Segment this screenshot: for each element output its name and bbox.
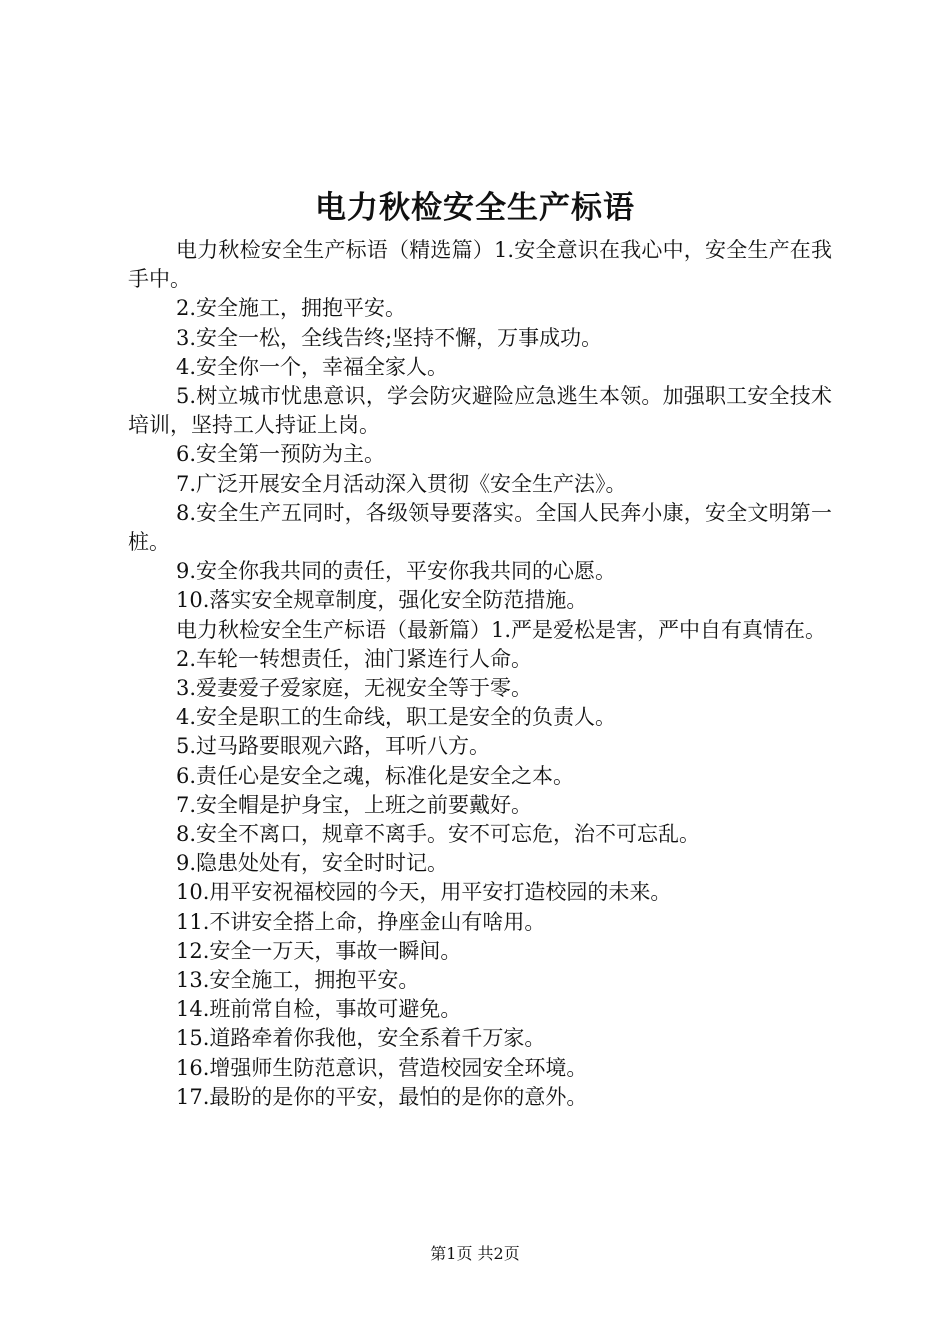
paragraph: 10.落实安全规章制度，强化安全防范措施。: [176, 588, 588, 613]
paragraph: 8.安全生产五同时，各级领导要落实。全国人民奔小康，安全文明第一桩。: [128, 500, 832, 555]
paragraph: 4.安全你一个，幸福全家人。: [176, 354, 449, 379]
paragraph: 13.安全施工，拥抱平安。: [176, 968, 420, 993]
paragraph: 3.爱妻爱子爱家庭，无视安全等于零。: [176, 676, 533, 701]
paragraph: 14.班前常自检，事故可避免。: [176, 997, 462, 1022]
paragraph: 7.广泛开展安全月活动深入贯彻《安全生产法》。: [176, 471, 627, 496]
paragraph: 4.安全是职工的生命线，职工是安全的负责人。: [176, 705, 617, 730]
paragraph: 7.安全帽是护身宝，上班之前要戴好。: [176, 792, 533, 817]
document-title: 电力秋检安全生产标语: [315, 190, 635, 226]
paragraph: 9.隐患处处有，安全时时记。: [176, 851, 449, 876]
paragraph: 5.过马路要眼观六路，耳听八方。: [176, 734, 491, 759]
paragraph: 5.树立城市忧患意识，学会防灾避险应急逃生本领。加强职工安全技术培训，坚持工人持证上岗。: [128, 384, 832, 438]
paragraph: 6.责任心是安全之魂，标准化是安全之本。: [176, 763, 575, 788]
paragraph: 10.用平安祝福校园的今天，用平安打造校园的未来。: [176, 880, 672, 905]
paragraph: 电力秋检安全生产标语（最新篇）1.严是爱松是害，严中自有真情在。: [176, 617, 827, 642]
paragraph: 16.增强师生防范意识，营造校园安全环境。: [176, 1055, 588, 1080]
paragraph: 17.最盼的是你的平安，最怕的是你的意外。: [176, 1084, 588, 1109]
paragraph: 15.道路牵着你我他，安全系着千万家。: [176, 1026, 546, 1051]
paragraph: 8.安全不离口，规章不离手。安不可忘危，治不可忘乱。: [176, 822, 701, 847]
paragraph: 9.安全你我共同的责任，平安你我共同的心愿。: [176, 559, 617, 584]
paragraph: 2.车轮一转想责任，油门紧连行人命。: [176, 646, 533, 671]
page-footer: 第1页 共2页: [430, 1244, 520, 1263]
paragraph: 11.不讲安全搭上命，挣座金山有啥用。: [176, 909, 546, 934]
document-body: [128, 236, 832, 1112]
paragraph: 3.安全一松，全线告终;坚持不懈，万事成功。: [176, 325, 603, 350]
paragraph: 电力秋检安全生产标语（精选篇）1.安全意识在我心中，安全生产在我手中。: [128, 238, 832, 292]
paragraph: 12.安全一万天，事故一瞬间。: [176, 938, 462, 963]
paragraph: 2.安全施工，拥抱平安。: [176, 296, 407, 321]
paragraph: 6.安全第一预防为主。: [176, 442, 386, 467]
